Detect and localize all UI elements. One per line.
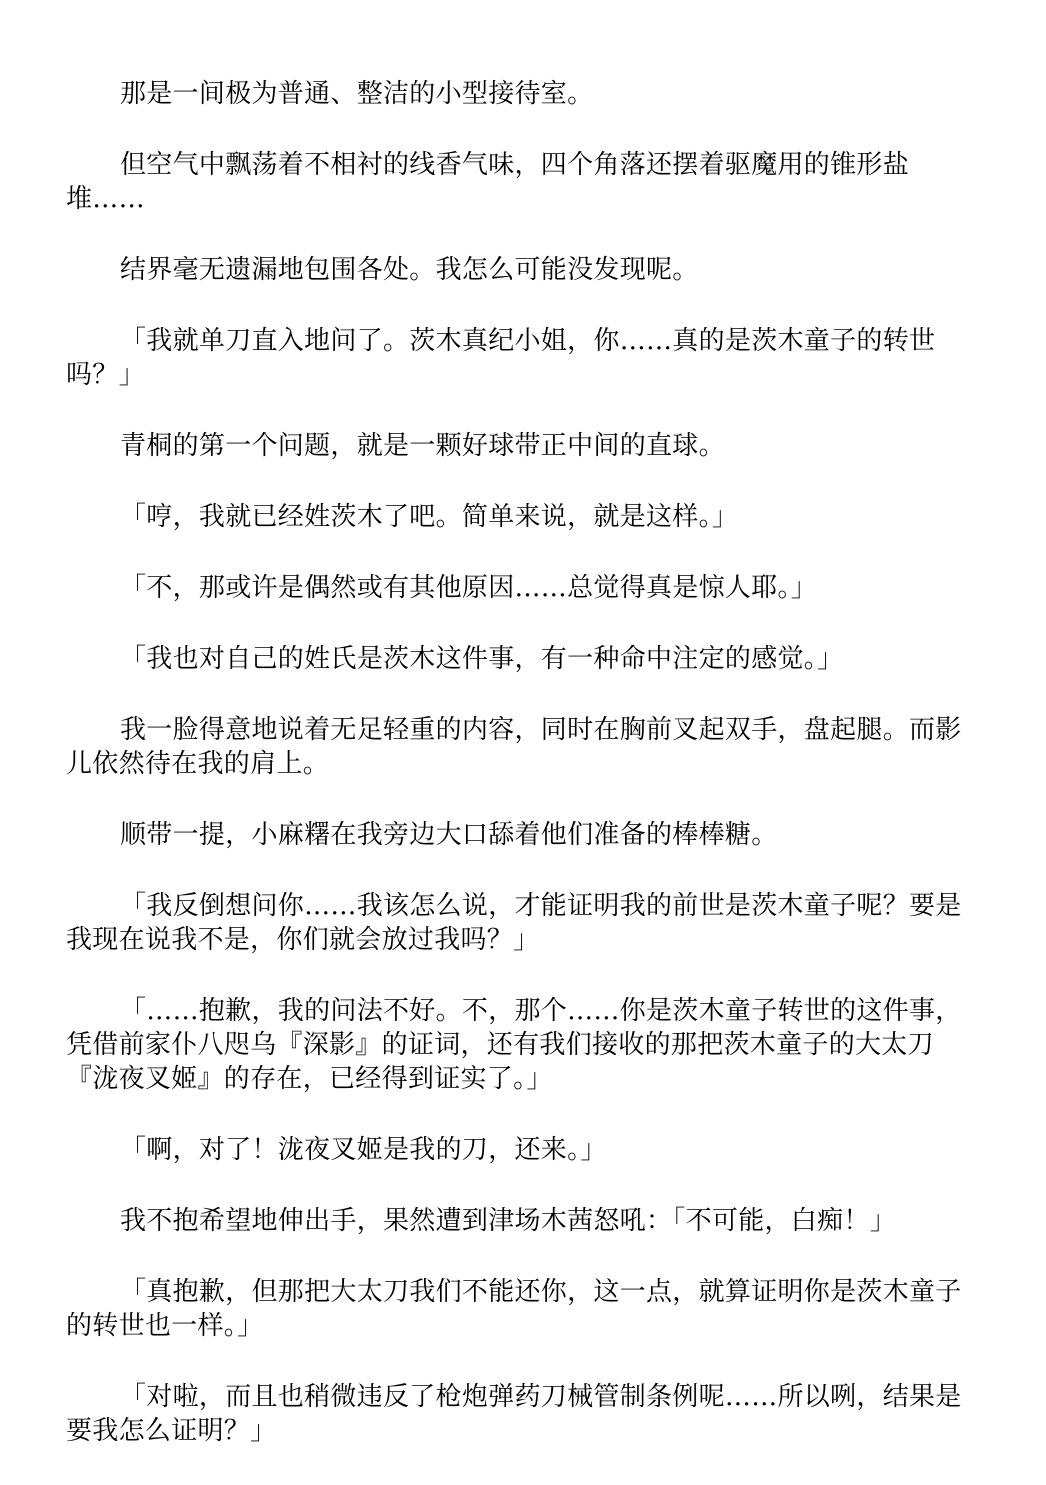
book-page <box>66 77 978 1485</box>
paragraph: 我不抱希望地伸出手，果然遭到津场木茜怒吼：「不可能，白痴！」 <box>120 1206 897 1236</box>
paragraph: 「对啦，而且也稍微违反了枪炮弹药刀械管制条例呢……所以咧，结果是要我怎么证明？」 <box>66 1382 962 1446</box>
paragraph: 那是一间极为普通、整洁的小型接待室。 <box>120 79 594 109</box>
paragraph: 「我也对自己的姓氏是茨木这件事，有一种命中注定的感觉。」 <box>120 644 844 674</box>
paragraph: 我一脸得意地说着无足轻重的内容，同时在胸前叉起双手，盘起腿。而影儿依然待在我的肩上。 <box>66 715 962 779</box>
paragraph: 「……抱歉，我的问法不好。不，那个……你是茨木童子转世的这件事，凭借前家仆八咫乌『深影』的证词，还有我们接收的那把茨木童子的大太刀『泷夜叉姬』的存在，已经得到证实了。」 <box>66 996 962 1094</box>
paragraph: 「我就单刀直入地问了。茨木真纪小姐，你……真的是茨木童子的转世吗？」 <box>66 326 936 390</box>
paragraph: 顺带一提，小麻糬在我旁边大口舔着他们准备的棒棒糖。 <box>120 820 778 850</box>
paragraph: 结界毫无遗漏地包围各处。我怎么可能没发现呢。 <box>120 255 699 285</box>
paragraph: 「哼，我就已经姓茨木了吧。简单来说，就是这样。」 <box>120 502 739 532</box>
paragraph: 「真抱歉，但那把大太刀我们不能还你，这一点，就算证明你是茨木童子的转世也一样。」 <box>66 1277 962 1341</box>
paragraph: 但空气中飘荡着不相衬的线香气味，四个角落还摆着驱魔用的锥形盐堆…… <box>66 150 910 214</box>
paragraph: 「我反倒想问你……我该怎么说，才能证明我的前世是茨木童子呢？要是我现在说我不是，你们就会放过我吗？」 <box>66 891 962 955</box>
paragraph: 「啊，对了！泷夜叉姬是我的刀，还来。」 <box>120 1135 607 1165</box>
paragraph: 「不，那或许是偶然或有其他原因……总觉得真是惊人耶。」 <box>120 573 818 603</box>
paragraph: 青桐的第一个问题，就是一颗好球带正中间的直球。 <box>120 431 725 461</box>
